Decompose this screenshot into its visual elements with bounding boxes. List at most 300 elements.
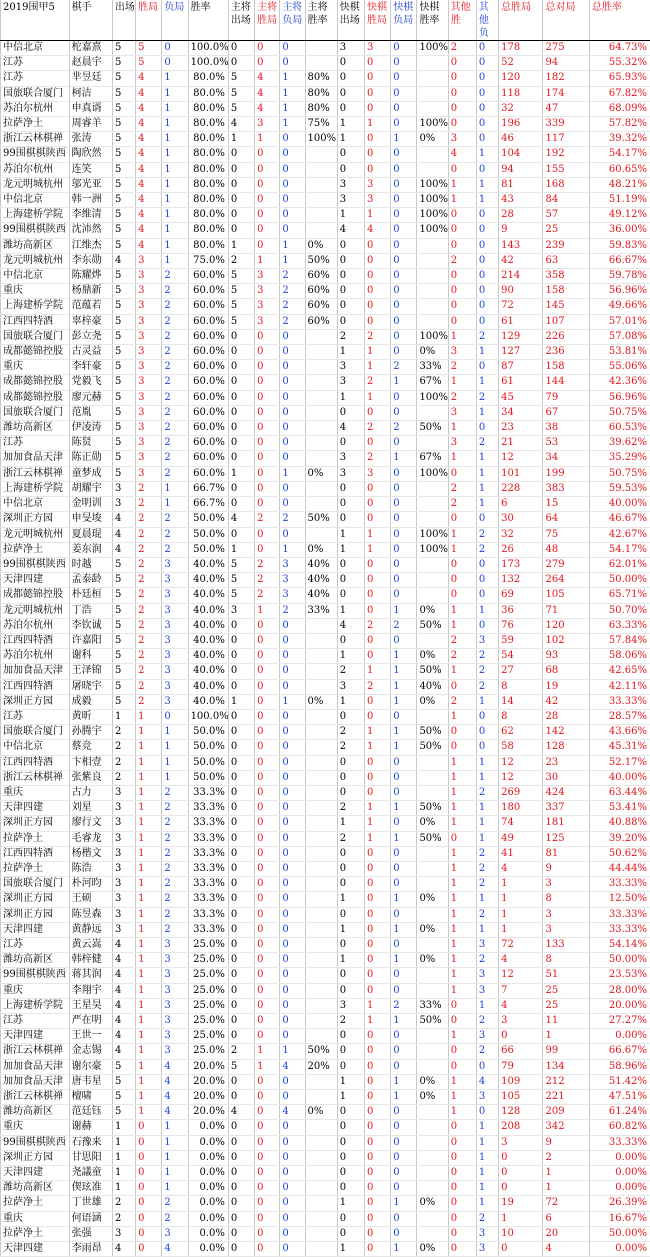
win-rate-cell: 50.0% xyxy=(188,527,228,542)
main-losses-cell: 1 xyxy=(280,466,305,481)
main-wins-cell: 1 xyxy=(255,603,280,618)
total-games-cell: 226 xyxy=(543,329,589,344)
wins-cell: 2 xyxy=(136,588,162,603)
win-rate-cell: 40.0% xyxy=(188,557,228,572)
rapid-wins-cell: 2 xyxy=(365,618,391,633)
main-appearances-cell: 0 xyxy=(228,755,254,770)
rapid-appearances-cell: 4 xyxy=(337,223,364,238)
main-win-rate-cell xyxy=(305,1226,337,1241)
other-losses-cell: 0 xyxy=(476,1105,498,1120)
main-wins-cell: 2 xyxy=(255,573,280,588)
rapid-wins-cell: 0 xyxy=(365,238,391,253)
wins-cell: 2 xyxy=(136,497,162,512)
main-wins-cell: 0 xyxy=(255,497,280,512)
total-games-cell: 67 xyxy=(543,405,589,420)
total-win-rate-cell: 48.21% xyxy=(589,177,650,192)
rapid-losses-cell: 1 xyxy=(391,1074,417,1089)
player-cell: 王星昊 xyxy=(69,998,112,1013)
total-games-cell: 99 xyxy=(543,1044,589,1059)
win-rate-cell: 25.0% xyxy=(188,1029,228,1044)
total-wins-cell: 61 xyxy=(499,314,543,329)
rapid-win-rate-cell xyxy=(417,968,448,983)
total-wins-cell: 143 xyxy=(499,238,543,253)
total-games-cell: 181 xyxy=(543,816,589,831)
rapid-win-rate-cell: 0% xyxy=(417,1196,448,1211)
wins-cell: 1 xyxy=(136,1105,162,1120)
main-appearances-cell: 0 xyxy=(228,56,254,71)
team-cell: 加加食品天津 xyxy=(1,1059,70,1074)
player-cell: 李钦诚 xyxy=(69,618,112,633)
losses-cell: 1 xyxy=(162,86,188,101)
rapid-wins-cell: 0 xyxy=(365,907,391,922)
team-cell: 浙江云林棋禅 xyxy=(1,1090,70,1105)
other-losses-cell: 2 xyxy=(476,527,498,542)
rapid-losses-cell: 0 xyxy=(391,937,417,952)
losses-cell: 2 xyxy=(162,314,188,329)
rapid-appearances-cell: 0 xyxy=(337,1029,364,1044)
table-row xyxy=(1,71,650,86)
total-wins-cell: 19 xyxy=(499,1196,543,1211)
main-wins-cell: 0 xyxy=(255,846,280,861)
player-cell: 柯洁 xyxy=(69,86,112,101)
rapid-wins-cell: 1 xyxy=(365,664,391,679)
total-games-cell: 9 xyxy=(543,1135,589,1150)
main-appearances-cell: 0 xyxy=(228,1211,254,1226)
main-wins-cell: 0 xyxy=(255,816,280,831)
main-losses-cell: 0 xyxy=(280,1150,305,1165)
total-win-rate-cell: 55.32% xyxy=(589,56,650,71)
team-cell: 潍坊高新区 xyxy=(1,238,70,253)
table-row xyxy=(1,968,650,983)
total-wins-cell: 54 xyxy=(499,649,543,664)
wins-cell: 5 xyxy=(136,41,162,56)
total-games-cell: 279 xyxy=(543,557,589,572)
other-losses-cell: 1 xyxy=(476,998,498,1013)
player-cell: 蒋其润 xyxy=(69,968,112,983)
main-win-rate-cell xyxy=(305,1166,337,1181)
rapid-win-rate-cell xyxy=(417,436,448,451)
other-losses-cell: 0 xyxy=(476,573,498,588)
team-cell: 中信北京 xyxy=(1,497,70,512)
total-games-cell: 8 xyxy=(543,953,589,968)
total-games-cell: 71 xyxy=(543,603,589,618)
losses-cell: 2 xyxy=(162,801,188,816)
rapid-wins-cell: 3 xyxy=(365,193,391,208)
wins-cell: 1 xyxy=(136,922,162,937)
losses-cell: 2 xyxy=(162,785,188,800)
losses-cell: 1 xyxy=(162,1181,188,1196)
main-losses-cell: 0 xyxy=(280,375,305,390)
losses-cell: 1 xyxy=(162,147,188,162)
total-win-rate-cell: 33.33% xyxy=(589,877,650,892)
main-losses-cell: 0 xyxy=(280,1120,305,1135)
main-win-rate-cell xyxy=(305,633,337,648)
team-cell: 江西四特酒 xyxy=(1,314,70,329)
main-win-rate-cell: 75% xyxy=(305,117,337,132)
table-row xyxy=(1,421,650,436)
total-games-cell: 63 xyxy=(543,253,589,268)
win-rate-cell: 80.0% xyxy=(188,193,228,208)
main-losses-cell: 0 xyxy=(280,1226,305,1241)
total-games-cell: 199 xyxy=(543,466,589,481)
main-wins-cell: 0 xyxy=(255,877,280,892)
table-row xyxy=(1,573,650,588)
total-win-rate-cell: 51.42% xyxy=(589,1074,650,1089)
appearances-cell: 5 xyxy=(112,147,135,162)
wins-cell: 0 xyxy=(136,1211,162,1226)
rapid-wins-cell: 1 xyxy=(365,542,391,557)
table-row xyxy=(1,1181,650,1196)
main-win-rate-cell: 0% xyxy=(305,466,337,481)
rapid-appearances-cell: 2 xyxy=(337,664,364,679)
main-appearances-cell: 0 xyxy=(228,223,254,238)
main-appearances-cell: 4 xyxy=(228,117,254,132)
wins-cell: 2 xyxy=(136,694,162,709)
main-losses-cell: 0 xyxy=(280,329,305,344)
rapid-appearances-cell: 0 xyxy=(337,968,364,983)
total-games-cell: 221 xyxy=(543,1090,589,1105)
rapid-losses-cell: 0 xyxy=(391,481,417,496)
rapid-win-rate-cell: 100% xyxy=(417,177,448,192)
main-wins-cell: 0 xyxy=(255,740,280,755)
main-win-rate-cell xyxy=(305,679,337,694)
main-appearances-cell: 1 xyxy=(228,542,254,557)
main-wins-cell: 0 xyxy=(255,968,280,983)
main-win-rate-cell: 0% xyxy=(305,238,337,253)
main-losses-cell: 0 xyxy=(280,193,305,208)
other-losses-cell: 0 xyxy=(476,512,498,527)
main-wins-cell: 1 xyxy=(255,1044,280,1059)
player-cell: 蔡竞 xyxy=(69,740,112,755)
other-losses-cell: 0 xyxy=(476,314,498,329)
win-rate-cell: 33.3% xyxy=(188,922,228,937)
table-row xyxy=(1,664,650,679)
main-win-rate-cell: 40% xyxy=(305,573,337,588)
main-win-rate-cell xyxy=(305,1014,337,1029)
team-cell: 天津四建 xyxy=(1,573,70,588)
rapid-losses-cell: 1 xyxy=(391,892,417,907)
total-games-cell: 236 xyxy=(543,345,589,360)
table-row xyxy=(1,1196,650,1211)
losses-cell: 3 xyxy=(162,937,188,952)
player-cell: 檀啸 xyxy=(69,1090,112,1105)
team-cell: 上海建桥学院 xyxy=(1,208,70,223)
main-appearances-cell: 0 xyxy=(228,1120,254,1135)
main-wins-cell: 0 xyxy=(255,193,280,208)
table-row xyxy=(1,725,650,740)
main-losses-cell: 1 xyxy=(280,1044,305,1059)
rapid-losses-cell: 0 xyxy=(391,785,417,800)
table-row xyxy=(1,649,650,664)
main-losses-cell: 3 xyxy=(280,573,305,588)
total-win-rate-cell: 33.33% xyxy=(589,922,650,937)
rapid-wins-cell: 1 xyxy=(365,527,391,542)
rapid-win-rate-cell: 0% xyxy=(417,1074,448,1089)
table-row xyxy=(1,1074,650,1089)
appearances-cell: 2 xyxy=(112,740,135,755)
losses-cell: 3 xyxy=(162,953,188,968)
main-appearances-cell: 5 xyxy=(228,573,254,588)
main-win-rate-cell: 60% xyxy=(305,284,337,299)
wins-cell: 1 xyxy=(136,998,162,1013)
total-win-rate-cell: 60.53% xyxy=(589,421,650,436)
win-rate-cell: 80.0% xyxy=(188,238,228,253)
wins-cell: 2 xyxy=(136,557,162,572)
rapid-win-rate-cell xyxy=(417,1181,448,1196)
main-losses-cell: 0 xyxy=(280,937,305,952)
main-wins-cell: 0 xyxy=(255,953,280,968)
main-wins-cell: 0 xyxy=(255,208,280,223)
main-losses-cell: 0 xyxy=(280,147,305,162)
total-games-cell: 102 xyxy=(543,633,589,648)
total-wins-cell: 128 xyxy=(499,1105,543,1120)
wins-cell: 0 xyxy=(136,1120,162,1135)
main-losses-cell: 0 xyxy=(280,360,305,375)
rapid-losses-cell: 0 xyxy=(391,1059,417,1074)
rapid-wins-cell: 0 xyxy=(365,1044,391,1059)
main-win-rate-cell xyxy=(305,375,337,390)
main-wins-cell: 0 xyxy=(255,770,280,785)
total-win-rate-cell: 47.51% xyxy=(589,1090,650,1105)
main-appearances-cell: 5 xyxy=(228,86,254,101)
main-wins-cell: 0 xyxy=(255,1242,280,1257)
main-losses-cell: 4 xyxy=(280,1059,305,1074)
rapid-appearances-cell: 0 xyxy=(337,314,364,329)
losses-cell: 2 xyxy=(162,436,188,451)
table-row xyxy=(1,907,650,922)
team-cell: 重庆 xyxy=(1,785,70,800)
table-row xyxy=(1,740,650,755)
other-losses-cell: 2 xyxy=(476,679,498,694)
player-cell: 陈贤 xyxy=(69,436,112,451)
other-losses-cell: 1 xyxy=(476,892,498,907)
total-win-rate-cell: 43.66% xyxy=(589,725,650,740)
main-win-rate-cell xyxy=(305,527,337,542)
team-cell: 浙江云林棋禅 xyxy=(1,770,70,785)
total-win-rate-cell: 44.44% xyxy=(589,861,650,876)
main-losses-cell: 0 xyxy=(280,877,305,892)
table-row xyxy=(1,1211,650,1226)
rapid-win-rate-cell xyxy=(417,253,448,268)
player-cell: 陈昱森 xyxy=(69,907,112,922)
table-row xyxy=(1,618,650,633)
other-wins-cell: 2 xyxy=(448,253,476,268)
main-losses-cell: 0 xyxy=(280,1166,305,1181)
wins-cell: 2 xyxy=(136,542,162,557)
main-win-rate-cell: 60% xyxy=(305,314,337,329)
total-games-cell: 144 xyxy=(543,375,589,390)
total-games-cell: 192 xyxy=(543,147,589,162)
rapid-losses-cell: 1 xyxy=(391,740,417,755)
other-wins-cell: 2 xyxy=(448,481,476,496)
main-appearances-cell: 0 xyxy=(228,816,254,831)
total-win-rate-cell: 54.14% xyxy=(589,937,650,952)
rapid-wins-cell: 0 xyxy=(365,481,391,496)
rapid-win-rate-cell xyxy=(417,1120,448,1135)
player-cell: 范蕴若 xyxy=(69,299,112,314)
other-wins-cell: 2 xyxy=(448,497,476,512)
appearances-cell: 5 xyxy=(112,694,135,709)
other-wins-cell: 1 xyxy=(448,177,476,192)
main-win-rate-cell xyxy=(305,1242,337,1257)
player-cell: 杨鼎新 xyxy=(69,284,112,299)
wins-cell: 4 xyxy=(136,223,162,238)
main-appearances-cell: 5 xyxy=(228,299,254,314)
total-wins-cell: 28 xyxy=(499,208,543,223)
team-cell: 拉萨净土 xyxy=(1,542,70,557)
rapid-appearances-cell: 0 xyxy=(337,785,364,800)
team-cell: 苏泊尔杭州 xyxy=(1,101,70,116)
main-win-rate-cell xyxy=(305,360,337,375)
rapid-losses-cell: 0 xyxy=(391,238,417,253)
main-wins-cell: 0 xyxy=(255,725,280,740)
wins-cell: 1 xyxy=(136,755,162,770)
main-wins-cell: 0 xyxy=(255,1211,280,1226)
main-win-rate-cell: 100% xyxy=(305,132,337,147)
rapid-appearances-cell: 0 xyxy=(337,405,364,420)
rapid-win-rate-cell xyxy=(417,785,448,800)
team-cell: 99围棋棋陕西 xyxy=(1,1135,70,1150)
losses-cell: 3 xyxy=(162,1226,188,1241)
main-wins-cell: 3 xyxy=(255,314,280,329)
player-cell: 胡耀宇 xyxy=(69,481,112,496)
team-cell: 浙江云林棋禅 xyxy=(1,132,70,147)
rapid-losses-cell: 2 xyxy=(391,618,417,633)
rapid-wins-cell: 2 xyxy=(365,451,391,466)
appearances-cell: 5 xyxy=(112,390,135,405)
main-wins-cell: 0 xyxy=(255,375,280,390)
rapid-losses-cell: 0 xyxy=(391,497,417,512)
win-rate-cell: 25.0% xyxy=(188,968,228,983)
rapid-appearances-cell: 3 xyxy=(337,998,364,1013)
win-rate-cell: 25.0% xyxy=(188,983,228,998)
win-rate-cell: 100.0% xyxy=(188,56,228,71)
win-rate-cell: 60.0% xyxy=(188,299,228,314)
other-losses-cell: 0 xyxy=(476,421,498,436)
main-win-rate-cell: 0% xyxy=(305,694,337,709)
win-rate-cell: 40.0% xyxy=(188,694,228,709)
total-win-rate-cell: 57.01% xyxy=(589,314,650,329)
team-cell: 中信北京 xyxy=(1,41,70,56)
main-win-rate-cell xyxy=(305,892,337,907)
main-losses-cell: 0 xyxy=(280,1014,305,1029)
main-wins-cell: 2 xyxy=(255,557,280,572)
main-wins-cell: 0 xyxy=(255,1120,280,1135)
rapid-losses-cell: 0 xyxy=(391,466,417,481)
total-games-cell: 93 xyxy=(543,649,589,664)
rapid-losses-cell: 1 xyxy=(391,725,417,740)
total-games-cell: 358 xyxy=(543,269,589,284)
losses-cell: 2 xyxy=(162,1196,188,1211)
other-losses-cell: 0 xyxy=(476,740,498,755)
main-appearances-cell: 4 xyxy=(228,1105,254,1120)
rapid-win-rate-cell: 50% xyxy=(417,664,448,679)
appearances-cell: 5 xyxy=(112,573,135,588)
main-win-rate-cell: 80% xyxy=(305,86,337,101)
main-appearances-cell: 0 xyxy=(228,664,254,679)
total-games-cell: 339 xyxy=(543,117,589,132)
total-win-rate-cell: 26.39% xyxy=(589,1196,650,1211)
win-rate-cell: 0.0% xyxy=(188,1181,228,1196)
other-wins-cell: 1 xyxy=(448,983,476,998)
table-row xyxy=(1,831,650,846)
rapid-losses-cell: 0 xyxy=(391,983,417,998)
total-wins-cell: 72 xyxy=(499,299,543,314)
appearances-cell: 5 xyxy=(112,1059,135,1074)
total-wins-cell: 129 xyxy=(499,329,543,344)
losses-cell: 2 xyxy=(162,1211,188,1226)
main-losses-cell: 2 xyxy=(280,314,305,329)
rapid-appearances-cell: 3 xyxy=(337,466,364,481)
main-appearances-cell: 0 xyxy=(228,345,254,360)
team-cell: 国旅联合厦门 xyxy=(1,877,70,892)
main-appearances-cell: 0 xyxy=(228,1181,254,1196)
rapid-losses-cell: 1 xyxy=(391,664,417,679)
rapid-losses-cell: 0 xyxy=(391,1135,417,1150)
rapid-win-rate-cell: 50% xyxy=(417,831,448,846)
main-wins-cell: 0 xyxy=(255,649,280,664)
main-wins-cell: 0 xyxy=(255,922,280,937)
appearances-cell: 5 xyxy=(112,405,135,420)
table-row xyxy=(1,117,650,132)
appearances-cell: 1 xyxy=(112,1135,135,1150)
other-wins-cell: 1 xyxy=(448,451,476,466)
main-appearances-cell: 0 xyxy=(228,877,254,892)
rapid-losses-cell: 0 xyxy=(391,816,417,831)
appearances-cell: 5 xyxy=(112,451,135,466)
appearances-cell: 5 xyxy=(112,101,135,116)
main-losses-cell: 0 xyxy=(280,451,305,466)
other-wins-cell: 1 xyxy=(448,603,476,618)
main-win-rate-cell xyxy=(305,421,337,436)
rapid-losses-cell: 0 xyxy=(391,253,417,268)
main-win-rate-cell xyxy=(305,907,337,922)
player-cell: 孟泰龄 xyxy=(69,573,112,588)
main-win-rate-cell xyxy=(305,861,337,876)
wins-cell: 1 xyxy=(136,1090,162,1105)
losses-cell: 1 xyxy=(162,208,188,223)
rapid-wins-cell: 0 xyxy=(365,573,391,588)
total-wins-cell: 0 xyxy=(499,1150,543,1165)
wins-cell: 3 xyxy=(136,436,162,451)
other-wins-cell: 1 xyxy=(448,1029,476,1044)
rapid-win-rate-cell: 67% xyxy=(417,451,448,466)
losses-cell: 2 xyxy=(162,329,188,344)
win-rate-cell: 40.0% xyxy=(188,603,228,618)
win-rate-cell: 50.0% xyxy=(188,740,228,755)
main-wins-cell: 0 xyxy=(255,1196,280,1211)
main-appearances-cell: 0 xyxy=(228,375,254,390)
wins-cell: 2 xyxy=(136,633,162,648)
wins-cell: 0 xyxy=(136,1150,162,1165)
rapid-losses-cell: 0 xyxy=(391,117,417,132)
rapid-losses-cell: 0 xyxy=(391,907,417,922)
wins-cell: 1 xyxy=(136,877,162,892)
total-wins-cell: 127 xyxy=(499,345,543,360)
appearances-cell: 1 xyxy=(112,1120,135,1135)
other-wins-cell: 0 xyxy=(448,1150,476,1165)
losses-cell: 1 xyxy=(162,725,188,740)
main-losses-cell: 0 xyxy=(280,1196,305,1211)
total-win-rate-cell: 0.00% xyxy=(589,1166,650,1181)
main-wins-cell: 4 xyxy=(255,101,280,116)
player-cell: 伊凌涛 xyxy=(69,421,112,436)
rapid-win-rate-cell xyxy=(417,633,448,648)
total-games-cell: 81 xyxy=(543,846,589,861)
main-losses-cell: 0 xyxy=(280,208,305,223)
appearances-cell: 4 xyxy=(112,1044,135,1059)
other-wins-cell: 0 xyxy=(448,101,476,116)
